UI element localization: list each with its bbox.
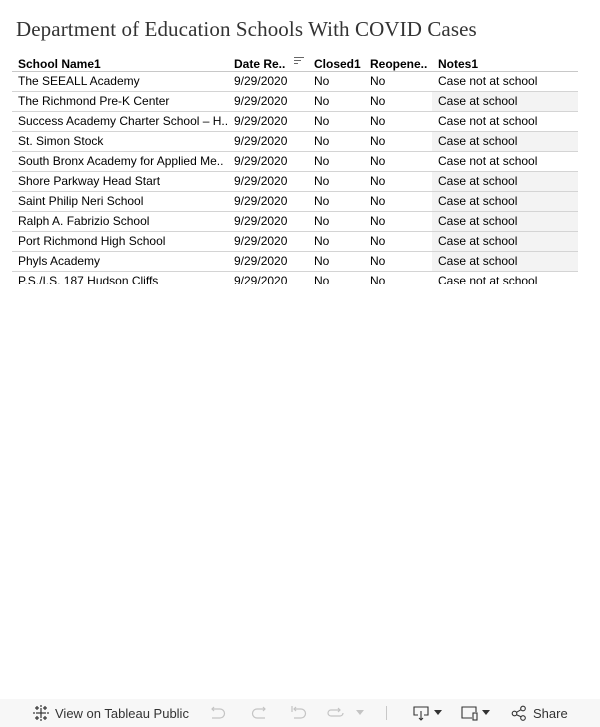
notes-cell[interactable]: Case not at school: [438, 154, 538, 168]
notes-cell[interactable]: Case at school: [438, 94, 518, 108]
revert-button[interactable]: [290, 699, 308, 727]
view-on-tableau-label: View on Tableau Public: [55, 705, 189, 721]
reopened-cell[interactable]: No: [370, 134, 386, 148]
closed-cell[interactable]: No: [314, 274, 330, 284]
notes-cell[interactable]: Case at school: [438, 234, 518, 248]
notes-cell[interactable]: Case not at school: [438, 114, 538, 128]
table-row[interactable]: [12, 212, 578, 232]
reopened-cell[interactable]: No: [370, 254, 386, 268]
closed-cell[interactable]: No: [314, 234, 330, 248]
undo-icon: [209, 705, 227, 721]
notes-cell[interactable]: Case at school: [438, 214, 518, 228]
bottom-toolbar: [0, 699, 600, 727]
reopened-cell[interactable]: No: [370, 234, 386, 248]
school-name-cell[interactable]: Saint Philip Neri School: [18, 194, 144, 208]
date-reported-cell[interactable]: 9/29/2020: [234, 274, 288, 284]
closed-cell[interactable]: No: [314, 94, 330, 108]
date-reported-cell[interactable]: 9/29/2020: [234, 74, 288, 88]
reopened-cell[interactable]: No: [370, 94, 386, 108]
device-layout-button[interactable]: [460, 699, 490, 727]
share-label: Share: [533, 705, 568, 721]
closed-cell[interactable]: No: [314, 134, 330, 148]
notes-cell[interactable]: Case at school: [438, 254, 518, 268]
reopened-cell[interactable]: No: [370, 214, 386, 228]
table-row[interactable]: [12, 92, 578, 112]
date-reported-cell[interactable]: 9/29/2020: [234, 154, 288, 168]
column-header-reopened[interactable]: Reopene..: [370, 57, 428, 71]
table-body: [12, 72, 578, 284]
table-row[interactable]: [12, 172, 578, 192]
reopened-cell[interactable]: No: [370, 74, 386, 88]
table-row[interactable]: [12, 132, 578, 152]
chevron-down-icon: [356, 710, 364, 716]
column-header-date-reported[interactable]: Date Re..: [234, 57, 286, 71]
school-name-cell[interactable]: P.S./I.S. 187 Hudson Cliffs: [18, 274, 159, 284]
toolbar-divider: [386, 706, 387, 720]
reopened-cell[interactable]: No: [370, 114, 386, 128]
chevron-down-icon: [482, 710, 490, 716]
pause-dropdown-button[interactable]: [356, 699, 364, 727]
date-reported-cell[interactable]: 9/29/2020: [234, 94, 288, 108]
date-reported-cell[interactable]: 9/29/2020: [234, 174, 288, 188]
redo-icon: [250, 705, 268, 721]
table-row[interactable]: [12, 112, 578, 132]
closed-cell[interactable]: No: [314, 114, 330, 128]
closed-cell[interactable]: No: [314, 254, 330, 268]
school-name-cell[interactable]: Success Academy Charter School – H..: [18, 114, 229, 128]
reopened-cell[interactable]: No: [370, 274, 386, 284]
table-row[interactable]: [12, 152, 578, 172]
closed-cell[interactable]: No: [314, 174, 330, 188]
table-row[interactable]: [12, 272, 578, 284]
date-reported-cell[interactable]: 9/29/2020: [234, 234, 288, 248]
view-on-tableau-button[interactable]: [33, 699, 189, 727]
reopened-cell[interactable]: No: [370, 154, 386, 168]
download-icon: [412, 705, 430, 721]
refresh-button[interactable]: [326, 699, 346, 727]
download-button[interactable]: [412, 699, 442, 727]
closed-cell[interactable]: No: [314, 154, 330, 168]
school-name-cell[interactable]: The SEEALL Academy: [18, 74, 140, 88]
date-reported-cell[interactable]: 9/29/2020: [234, 134, 288, 148]
table-row[interactable]: [12, 252, 578, 272]
notes-cell[interactable]: Case not at school: [438, 274, 538, 284]
column-header-notes[interactable]: Notes1: [438, 57, 479, 71]
tableau-logo-icon: [33, 705, 49, 721]
chevron-down-icon: [434, 710, 442, 716]
school-name-cell[interactable]: Ralph A. Fabrizio School: [18, 214, 150, 228]
table-row[interactable]: [12, 72, 578, 92]
notes-cell[interactable]: Case at school: [438, 174, 518, 188]
date-reported-cell[interactable]: 9/29/2020: [234, 114, 288, 128]
dashboard-title: Department of Education Schools With COVID Cases: [16, 17, 477, 41]
revert-icon: [290, 705, 308, 721]
redo-button[interactable]: [250, 699, 268, 727]
data-table: [12, 55, 578, 284]
notes-cell[interactable]: Case at school: [438, 194, 518, 208]
closed-cell[interactable]: No: [314, 214, 330, 228]
school-name-cell[interactable]: Port Richmond High School: [18, 234, 166, 248]
school-name-cell[interactable]: St. Simon Stock: [18, 134, 104, 148]
undo-button[interactable]: [209, 699, 227, 727]
share-icon: [511, 705, 527, 721]
table-row[interactable]: [12, 192, 578, 212]
school-name-cell[interactable]: South Bronx Academy for Applied Me..: [18, 154, 224, 168]
notes-cell[interactable]: Case not at school: [438, 74, 538, 88]
refresh-icon: [326, 705, 346, 721]
date-reported-cell[interactable]: 9/29/2020: [234, 194, 288, 208]
school-name-cell[interactable]: The Richmond Pre-K Center: [18, 94, 170, 108]
table-row[interactable]: [12, 232, 578, 252]
device-layout-icon: [460, 705, 480, 721]
column-header-school-name[interactable]: School Name1: [18, 57, 101, 71]
school-name-cell[interactable]: Shore Parkway Head Start: [18, 174, 161, 188]
reopened-cell[interactable]: No: [370, 174, 386, 188]
column-header-closed[interactable]: Closed1: [314, 57, 361, 71]
closed-cell[interactable]: No: [314, 194, 330, 208]
closed-cell[interactable]: No: [314, 74, 330, 88]
sort-descending-icon[interactable]: [294, 57, 304, 67]
notes-cell[interactable]: Case at school: [438, 134, 518, 148]
school-name-cell[interactable]: Phyls Academy: [18, 254, 101, 268]
reopened-cell[interactable]: No: [370, 194, 386, 208]
share-button[interactable]: [511, 699, 568, 727]
date-reported-cell[interactable]: 9/29/2020: [234, 254, 288, 268]
date-reported-cell[interactable]: 9/29/2020: [234, 214, 288, 228]
table-header: [12, 55, 578, 72]
